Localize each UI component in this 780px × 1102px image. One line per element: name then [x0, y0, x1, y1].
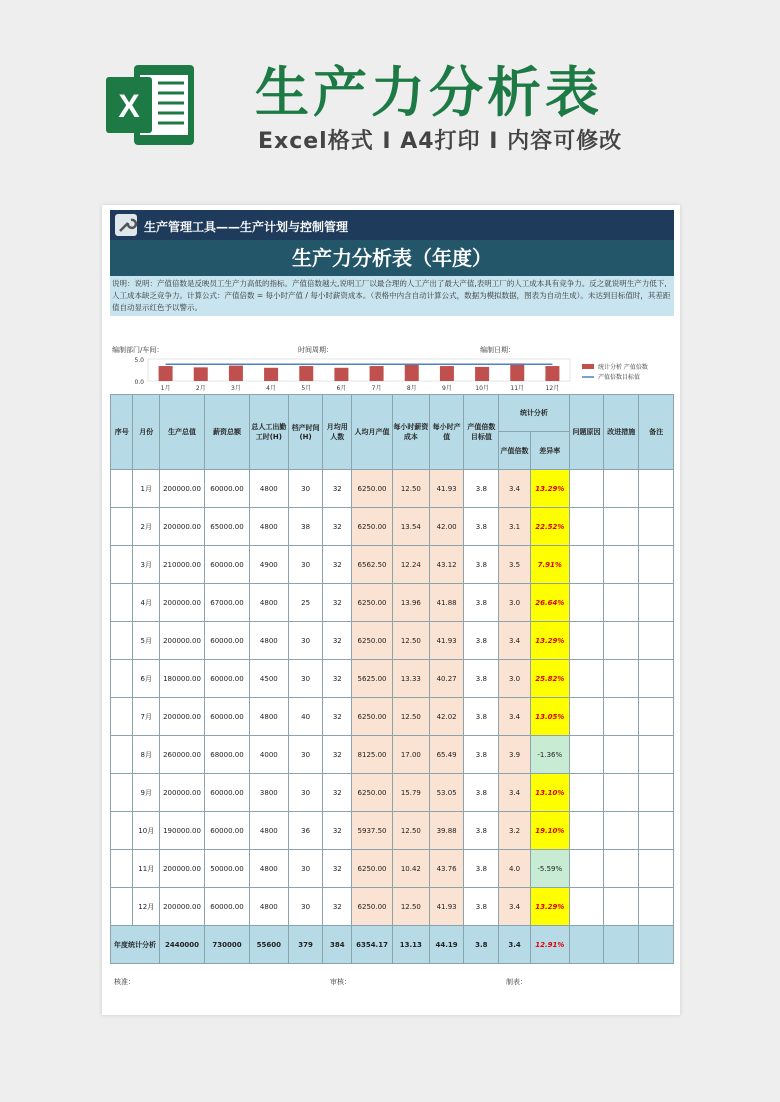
table-cell: 30 [288, 850, 323, 888]
legend-swatch-bar [582, 364, 594, 369]
table-row [111, 812, 674, 850]
table-cell: 42.02 [429, 698, 464, 736]
promo-title: 生产力分析表 [255, 61, 603, 124]
x-tick-label: 9月 [442, 385, 452, 392]
table-cell [639, 622, 674, 660]
table-row [111, 584, 674, 622]
toolbar [110, 210, 674, 240]
month-cell: 5月 [133, 622, 160, 660]
productivity-chart [110, 355, 674, 393]
table-cell: 44.19 [429, 926, 464, 964]
diff-rate-cell: 13.29% [530, 888, 569, 926]
wrench-icon [115, 214, 137, 236]
column-header: 总人工出勤工时(H) [249, 395, 288, 470]
table-cell: 32 [323, 660, 352, 698]
table-cell: 6562.50 [352, 546, 393, 584]
table-cell: 12.50 [392, 812, 429, 850]
bar [545, 366, 559, 381]
table-cell: 3.8 [464, 926, 499, 964]
table-cell: 5625.00 [352, 660, 393, 698]
table-cell: 4800 [249, 470, 288, 508]
bar [159, 366, 173, 381]
table-cell: 60000.00 [204, 774, 249, 812]
bar [510, 363, 524, 381]
table-cell: 3.4 [499, 698, 531, 736]
table-cell: 6250.00 [352, 508, 393, 546]
table-cell: 68000.00 [204, 736, 249, 774]
table-cell: 730000 [204, 926, 249, 964]
period-label: 时间周期： [298, 346, 333, 354]
table-cell: 3.4 [499, 888, 531, 926]
table-cell [604, 660, 639, 698]
table-cell [604, 812, 639, 850]
table-cell: 3.8 [464, 850, 499, 888]
row-index [111, 660, 133, 698]
bar [194, 367, 208, 381]
column-header: 每小时产值 [429, 395, 464, 470]
table-cell [639, 470, 674, 508]
table-cell [569, 660, 604, 698]
table-row [111, 660, 674, 698]
table-cell [569, 546, 604, 584]
table-row [111, 470, 674, 508]
column-header: 薪资总额 [204, 395, 249, 470]
bar [229, 366, 243, 381]
table-cell: 384 [323, 926, 352, 964]
table-cell: 67000.00 [204, 584, 249, 622]
bar [370, 366, 384, 381]
table-cell [604, 926, 639, 964]
table-cell: 39.88 [429, 812, 464, 850]
table-cell: 8125.00 [352, 736, 393, 774]
month-cell: 3月 [133, 546, 160, 584]
table-cell: 3.9 [499, 736, 531, 774]
table-cell [604, 888, 639, 926]
table-cell: 4800 [249, 508, 288, 546]
row-index [111, 470, 133, 508]
y-tick-label: 5.0 [134, 357, 144, 364]
diff-rate-cell: 13.05% [530, 698, 569, 736]
row-index [111, 774, 133, 812]
table-cell [639, 812, 674, 850]
table-row [111, 622, 674, 660]
x-tick-label: 4月 [266, 385, 276, 392]
table-cell: 5937.50 [352, 812, 393, 850]
table-cell: 60000.00 [204, 812, 249, 850]
table-cell: 42.00 [429, 508, 464, 546]
table-cell: 2440000 [160, 926, 205, 964]
table-row [111, 850, 674, 888]
table-cell: 210000.00 [160, 546, 205, 584]
header-row [111, 395, 674, 432]
table-cell: 3.4 [499, 774, 531, 812]
table-cell [639, 546, 674, 584]
table-cell: 3.4 [499, 926, 531, 964]
table-cell: 30 [288, 774, 323, 812]
table-cell: 3.1 [499, 508, 531, 546]
table-row [111, 774, 674, 812]
row-index [111, 546, 133, 584]
table-cell: 17.00 [392, 736, 429, 774]
toolbar-title: 生产管理工具——生产计划与控制管理 [144, 220, 349, 234]
table-cell: 40 [288, 698, 323, 736]
table-cell: 6250.00 [352, 888, 393, 926]
table-cell: 32 [323, 622, 352, 660]
table-cell: 13.96 [392, 584, 429, 622]
table-cell: 6250.00 [352, 774, 393, 812]
table-row [111, 508, 674, 546]
review-label: 审核： [330, 978, 351, 986]
bar [334, 368, 348, 381]
x-tick-label: 12月 [545, 385, 560, 392]
diff-rate-cell: 22.52% [530, 508, 569, 546]
column-header: 人均月产值 [352, 395, 393, 470]
table-cell: 3.8 [464, 698, 499, 736]
table-cell: 200000.00 [160, 470, 205, 508]
row-index [111, 698, 133, 736]
table-cell [639, 850, 674, 888]
table-cell: 200000.00 [160, 622, 205, 660]
column-header: 档产时间(H) [288, 395, 323, 470]
table-cell: 60000.00 [204, 660, 249, 698]
row-index [111, 850, 133, 888]
diff-rate-cell: 7.91% [530, 546, 569, 584]
table-cell [604, 584, 639, 622]
row-index [111, 812, 133, 850]
column-header: 改进措施 [604, 395, 639, 470]
table-cell: 3.8 [464, 508, 499, 546]
table-cell [569, 812, 604, 850]
table-cell [604, 470, 639, 508]
table-cell: 6354.17 [352, 926, 393, 964]
table-cell: 43.12 [429, 546, 464, 584]
svg-text:X: X [118, 88, 140, 124]
column-header: 产值倍数 [499, 432, 531, 470]
table-cell [639, 926, 674, 964]
description-text: 说明：说明：产值倍数是反映员工生产力高低的指标。产值倍数越大,说明工厂以最合理的人工产出了最大产值,表明工厂的人工成本具有竞争力。反之就说明生产力低下,人工成本缺乏竞争力。计算公式：产值倍数 = 每小时产值 / 每小时薪资成本。（表格中内含自动计算公式，数据为模拟数据，图表为自动生成）。未达到目标值时，其差距值自动显示红色予以警示。 [110, 276, 674, 316]
x-tick-label: 8月 [406, 385, 417, 392]
table-cell: 36 [288, 812, 323, 850]
table-cell: 12.50 [392, 470, 429, 508]
x-tick-label: 11月 [510, 385, 525, 392]
table-cell: 4800 [249, 698, 288, 736]
bar [475, 367, 489, 381]
table-cell: 3.8 [464, 888, 499, 926]
table-cell: 30 [288, 470, 323, 508]
table-cell: 30 [288, 546, 323, 584]
row-index [111, 888, 133, 926]
month-cell: 10月 [133, 812, 160, 850]
table-cell [569, 622, 604, 660]
column-header: 问题原因 [569, 395, 604, 470]
table-cell: 190000.00 [160, 812, 205, 850]
table-cell: 4800 [249, 812, 288, 850]
table-cell [639, 508, 674, 546]
table-cell: 4000 [249, 736, 288, 774]
date-label: 编制日期： [480, 346, 515, 354]
month-cell: 6月 [133, 660, 160, 698]
table-cell: 12.50 [392, 622, 429, 660]
table-cell: 13.54 [392, 508, 429, 546]
table-cell: 13.13 [392, 926, 429, 964]
table-cell [639, 584, 674, 622]
table-cell: 12.50 [392, 698, 429, 736]
x-tick-label: 3月 [231, 385, 241, 392]
table-cell: 200000.00 [160, 888, 205, 926]
data-table [110, 394, 674, 964]
table-row [111, 888, 674, 926]
legend-label: 统计分析 产值倍数 [598, 364, 648, 371]
table-cell: 32 [323, 698, 352, 736]
column-header: 生产总值 [160, 395, 205, 470]
column-header: 月均用人数 [323, 395, 352, 470]
table-cell: 180000.00 [160, 660, 205, 698]
table-cell: 3.8 [464, 736, 499, 774]
diff-rate-cell: 25.82% [530, 660, 569, 698]
row-index [111, 508, 133, 546]
table-cell [604, 622, 639, 660]
table-cell: 4.0 [499, 850, 531, 888]
table-cell: 3.8 [464, 584, 499, 622]
table-cell: 12.50 [392, 888, 429, 926]
table-cell: 41.93 [429, 888, 464, 926]
table-cell: 60000.00 [204, 698, 249, 736]
table-cell: 200000.00 [160, 774, 205, 812]
table-cell [639, 774, 674, 812]
table-cell: 41.93 [429, 470, 464, 508]
table-cell [604, 850, 639, 888]
table-cell: 50000.00 [204, 850, 249, 888]
table-cell: 379 [288, 926, 323, 964]
table-cell: 55600 [249, 926, 288, 964]
table-cell: 200000.00 [160, 850, 205, 888]
summary-row [111, 926, 674, 964]
table-cell: 6250.00 [352, 622, 393, 660]
row-index [111, 622, 133, 660]
table-cell: 40.27 [429, 660, 464, 698]
table-cell: 4800 [249, 622, 288, 660]
month-cell: 11月 [133, 850, 160, 888]
table-cell: 200000.00 [160, 698, 205, 736]
table-cell: 3.8 [464, 660, 499, 698]
table-cell: 32 [323, 584, 352, 622]
bar [264, 368, 278, 381]
table-cell: 32 [323, 546, 352, 584]
table-cell [639, 660, 674, 698]
legend-label: 产值倍数目标值 [598, 374, 641, 381]
column-header: 备注 [639, 395, 674, 470]
table-cell: 41.88 [429, 584, 464, 622]
table-row [111, 698, 674, 736]
month-cell: 1月 [133, 470, 160, 508]
table-cell: 30 [288, 660, 323, 698]
table-cell: 60000.00 [204, 888, 249, 926]
month-cell: 12月 [133, 888, 160, 926]
approve-label: 核准： [114, 978, 135, 986]
month-cell: 4月 [133, 584, 160, 622]
table-cell [604, 774, 639, 812]
table-cell: 4500 [249, 660, 288, 698]
bar [440, 366, 454, 381]
diff-rate-cell: 13.10% [530, 774, 569, 812]
table-cell [569, 698, 604, 736]
table-cell: 10.42 [392, 850, 429, 888]
table-cell: 3.8 [464, 470, 499, 508]
table-cell: 6250.00 [352, 584, 393, 622]
spreadsheet-page [102, 205, 680, 1015]
table-cell: 60000.00 [204, 470, 249, 508]
table-cell: 30 [288, 622, 323, 660]
row-index [111, 736, 133, 774]
table-cell: 3.5 [499, 546, 531, 584]
table-cell: 60000.00 [204, 546, 249, 584]
table-cell: 60000.00 [204, 622, 249, 660]
column-header: 序号 [111, 395, 133, 470]
column-header: 月份 [133, 395, 160, 470]
table-cell: 41.93 [429, 622, 464, 660]
table-cell: 25 [288, 584, 323, 622]
table-cell [604, 508, 639, 546]
diff-rate-cell: -1.36% [530, 736, 569, 774]
table-cell [569, 774, 604, 812]
x-tick-label: 1月 [160, 385, 171, 392]
table-cell: 13.33 [392, 660, 429, 698]
promo-header [0, 0, 780, 200]
table-cell [604, 736, 639, 774]
preparer-label: 制表： [506, 978, 527, 986]
table-cell: 200000.00 [160, 584, 205, 622]
bar [299, 366, 313, 381]
table-cell: 32 [323, 850, 352, 888]
bar [405, 364, 419, 381]
summary-label: 年度统计分析 [111, 926, 160, 964]
x-tick-label: 2月 [195, 385, 206, 392]
table-cell [639, 736, 674, 774]
sheet-title: 生产力分析表（年度） [110, 240, 674, 276]
table-cell [569, 926, 604, 964]
row-index [111, 584, 133, 622]
table-cell: 53.05 [429, 774, 464, 812]
dept-label: 编制部门/车间： [112, 346, 164, 354]
table-cell: 43.76 [429, 850, 464, 888]
table-cell [569, 888, 604, 926]
x-tick-label: 6月 [336, 385, 347, 392]
diff-rate-cell: 26.64% [530, 584, 569, 622]
table-cell: 260000.00 [160, 736, 205, 774]
table-cell: 32 [323, 812, 352, 850]
plot-area [148, 359, 570, 381]
table-cell: 6250.00 [352, 850, 393, 888]
table-cell: 32 [323, 774, 352, 812]
diff-rate-cell: 13.29% [530, 470, 569, 508]
diff-rate-cell: -5.59% [530, 850, 569, 888]
table-cell: 32 [323, 508, 352, 546]
x-tick-label: 5月 [301, 385, 312, 392]
table-cell: 3800 [249, 774, 288, 812]
table-cell: 38 [288, 508, 323, 546]
table-cell: 32 [323, 470, 352, 508]
table-cell: 12.24 [392, 546, 429, 584]
table-cell: 30 [288, 736, 323, 774]
table-cell: 65.49 [429, 736, 464, 774]
table-cell [604, 698, 639, 736]
table-row [111, 546, 674, 584]
x-tick-label: 7月 [371, 385, 382, 392]
column-header: 产值倍数目标值 [464, 395, 499, 470]
column-header: 每小时薪资成本 [392, 395, 429, 470]
table-cell [604, 546, 639, 584]
table-cell: 3.2 [499, 812, 531, 850]
month-cell: 8月 [133, 736, 160, 774]
table-cell: 200000.00 [160, 508, 205, 546]
month-cell: 9月 [133, 774, 160, 812]
table-cell: 3.4 [499, 470, 531, 508]
y-tick-label: 0.0 [134, 379, 144, 386]
table-cell: 3.8 [464, 774, 499, 812]
table-cell [569, 470, 604, 508]
table-cell: 32 [323, 736, 352, 774]
table-cell: 30 [288, 888, 323, 926]
x-tick-label: 10月 [475, 385, 489, 392]
table-cell: 4800 [249, 888, 288, 926]
table-cell: 4900 [249, 546, 288, 584]
diff-rate-cell: 19.10% [530, 812, 569, 850]
table-cell [569, 508, 604, 546]
month-cell: 7月 [133, 698, 160, 736]
table-cell [639, 698, 674, 736]
table-cell: 3.8 [464, 812, 499, 850]
table-cell: 3.4 [499, 622, 531, 660]
table-cell: 6250.00 [352, 698, 393, 736]
table-cell: 3.0 [499, 660, 531, 698]
table-cell: 32 [323, 888, 352, 926]
table-cell: 6250.00 [352, 470, 393, 508]
column-header: 统计分析 [499, 395, 569, 432]
table-cell: 4800 [249, 584, 288, 622]
table-cell [639, 888, 674, 926]
table-cell: 4800 [249, 850, 288, 888]
table-cell [569, 850, 604, 888]
table-cell: 3.8 [464, 546, 499, 584]
promo-subtitle: Excel格式 I A4打印 I 内容可修改 [258, 129, 623, 154]
month-cell: 2月 [133, 508, 160, 546]
table-cell: 3.0 [499, 584, 531, 622]
table-row [111, 736, 674, 774]
excel-logo-icon [100, 55, 200, 155]
table-cell [569, 584, 604, 622]
diff-rate-cell: 13.29% [530, 622, 569, 660]
table-cell: 15.79 [392, 774, 429, 812]
column-header: 差异率 [530, 432, 569, 470]
table-cell [569, 736, 604, 774]
table-cell: 65000.00 [204, 508, 249, 546]
table-cell: 3.8 [464, 622, 499, 660]
diff-rate-cell: 12.91% [530, 926, 569, 964]
